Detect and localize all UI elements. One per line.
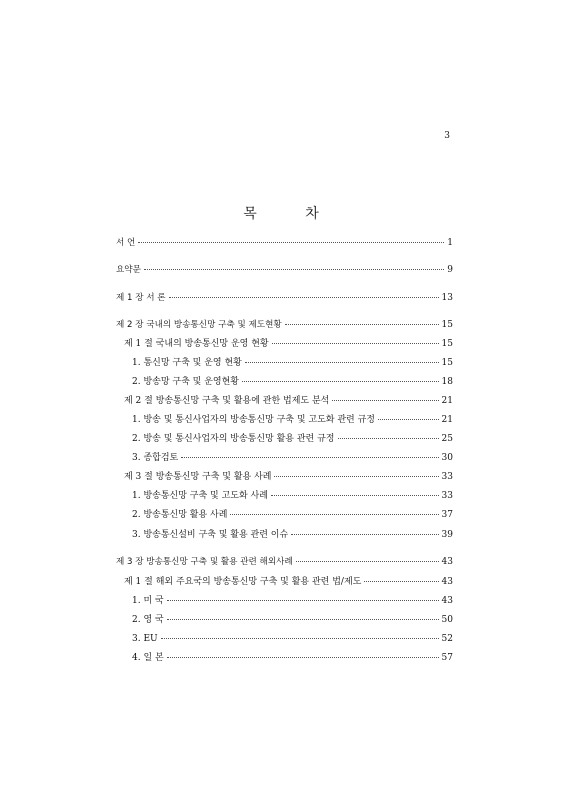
toc-entry[interactable] — [132, 357, 453, 369]
dot-leader — [161, 638, 439, 639]
toc-entry[interactable] — [116, 556, 453, 568]
toc-entry-label: 3. 종합검토 — [132, 453, 179, 463]
toc-entry[interactable] — [132, 414, 453, 426]
toc-entry-label: 1. 통신망 구축 및 운영 현황 — [132, 358, 242, 368]
toc-entry-label: 제 2 절 방송통신망 구축 및 활용에 관한 법제도 분석 — [124, 396, 330, 406]
toc-entry-page: 43 — [441, 557, 453, 567]
toc-entry-page: 57 — [441, 653, 453, 663]
toc-entry-page: 50 — [441, 615, 453, 625]
dot-leader — [181, 457, 438, 458]
toc-entry-page: 30 — [441, 453, 453, 463]
dot-leader — [296, 561, 439, 562]
toc-entry-label: 2. 방송 및 통신사업자의 방송통신망 활용 관련 규정 — [132, 434, 335, 444]
toc-entry[interactable] — [124, 471, 453, 483]
toc-entry-label: 제 3 장 방송통신망 구축 및 활용 관련 해외사례 — [116, 557, 293, 567]
dot-leader — [364, 581, 438, 582]
toc-entry[interactable] — [116, 319, 453, 331]
dot-leader — [271, 495, 439, 496]
dot-leader — [230, 514, 438, 515]
dot-leader — [338, 438, 439, 439]
toc-entry-label: 제 3 절 방송통신망 구축 및 활용 사례 — [124, 472, 272, 482]
toc-entry-label: 2. 방송망 구축 및 운영현황 — [132, 377, 239, 387]
dot-leader — [274, 476, 438, 477]
dot-leader — [272, 343, 439, 344]
dot-leader — [167, 619, 439, 620]
toc-entry[interactable] — [132, 595, 453, 607]
toc-entry-page: 21 — [441, 396, 453, 406]
toc-entry-page: 37 — [441, 510, 453, 520]
toc-entry-page: 39 — [441, 530, 453, 540]
dot-leader — [285, 324, 439, 325]
toc-entry-page: 9 — [447, 265, 453, 275]
toc-entry-label: 1. 미 국 — [132, 596, 164, 606]
toc-entry-label: 제 1 장 서 론 — [116, 293, 166, 303]
toc-entry[interactable] — [132, 652, 453, 664]
toc-title: 목 차 — [243, 206, 341, 222]
dot-leader — [242, 381, 439, 382]
toc-entry-page: 43 — [441, 577, 453, 587]
toc-entry-page: 13 — [441, 293, 453, 303]
toc-entry-label: 제 2 장 국내의 방송통신망 구축 및 제도현황 — [116, 320, 282, 330]
toc-entry[interactable] — [132, 490, 453, 502]
toc-entry[interactable] — [132, 529, 453, 541]
toc-entry-label: 1. 방송통신망 구축 및 고도화 사례 — [132, 491, 268, 501]
toc-entry[interactable] — [116, 264, 453, 276]
toc-entry-label: 2. 영 국 — [132, 615, 164, 625]
toc-entry-label: 서 언 — [116, 238, 136, 248]
toc-entry-page: 1 — [447, 238, 453, 248]
toc-entry-label: 요약문 — [116, 265, 141, 275]
toc-entry-label: 1. 방송 및 통신사업자의 방송통신망 구축 및 고도화 관련 규정 — [132, 415, 375, 425]
dot-leader — [167, 657, 439, 658]
toc-entry-page: 18 — [441, 377, 453, 387]
toc-entry-page: 25 — [441, 434, 453, 444]
toc-entry-label: 3. 방송통신설비 구축 및 활용 관련 이슈 — [132, 530, 289, 540]
dot-leader — [378, 419, 439, 420]
toc-entry[interactable] — [132, 433, 453, 445]
dot-leader — [138, 242, 444, 243]
toc-entry[interactable] — [124, 576, 453, 588]
toc-entry-page: 33 — [441, 491, 453, 501]
toc-entry-page: 52 — [441, 634, 453, 644]
toc-entry[interactable] — [132, 452, 453, 464]
toc-entry-label: 2. 방송통신망 활용 사례 — [132, 510, 228, 520]
toc-entry-label: 4. 일 본 — [132, 653, 164, 663]
toc-entry[interactable] — [132, 614, 453, 626]
toc-entry-label: 3. EU — [132, 634, 158, 644]
toc-entry-page: 43 — [441, 596, 453, 606]
dot-leader — [245, 362, 439, 363]
toc-entry[interactable] — [132, 633, 453, 645]
page-number: 3 — [444, 131, 450, 141]
toc-entry-label: 제 1 절 해외 주요국의 방송통신망 구축 및 활용 관련 법/제도 — [124, 577, 362, 587]
dot-leader — [144, 269, 444, 270]
toc-entry-page: 15 — [441, 339, 453, 349]
toc-entry[interactable] — [132, 509, 453, 521]
toc-entry[interactable] — [124, 338, 453, 350]
dot-leader — [332, 400, 438, 401]
toc-entry-page: 15 — [441, 320, 453, 330]
toc-entry[interactable] — [116, 292, 453, 304]
dot-leader — [169, 297, 439, 298]
toc-entry-page: 15 — [441, 358, 453, 368]
dot-leader — [167, 600, 439, 601]
toc-entry-page: 21 — [441, 415, 453, 425]
toc-entry-label: 제 1 절 국내의 방송통신망 운영 현황 — [124, 339, 269, 349]
toc-entry[interactable] — [124, 395, 453, 407]
toc-entry[interactable] — [116, 237, 453, 249]
toc-entry-page: 33 — [441, 472, 453, 482]
toc-entry[interactable] — [132, 376, 453, 388]
dot-leader — [291, 534, 438, 535]
